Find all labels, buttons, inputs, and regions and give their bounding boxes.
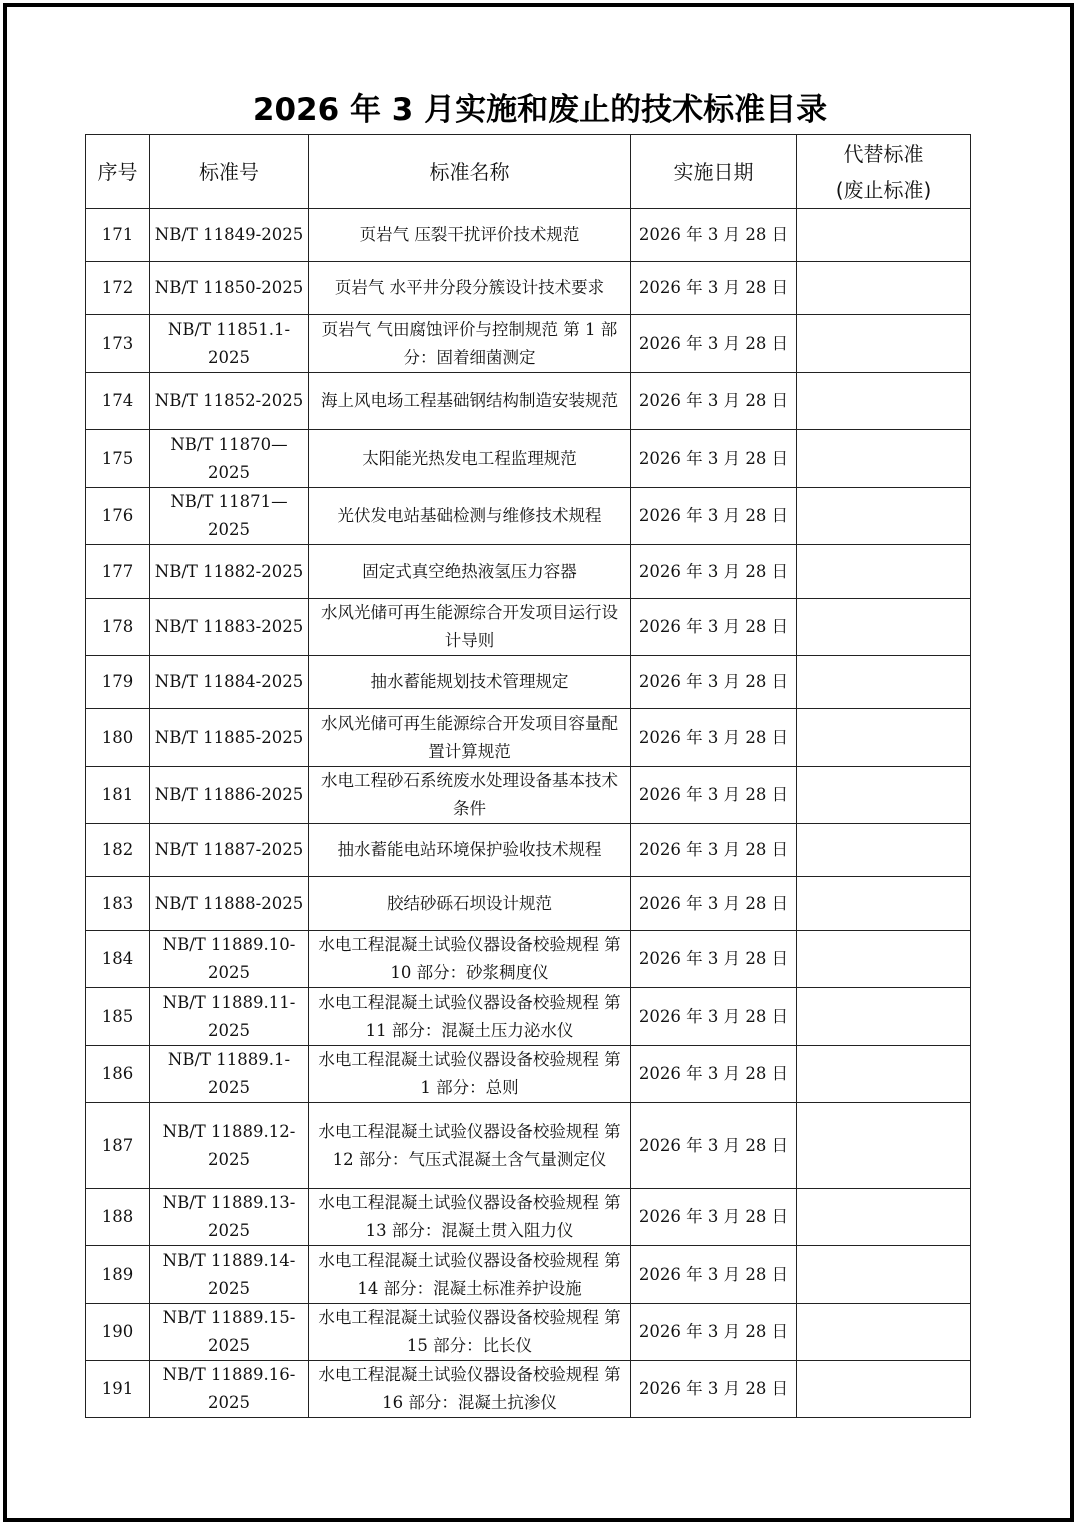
cell-effective-date: 2026 年 3 月 28 日 (631, 315, 797, 373)
header-replaced-line2: (废止标准) (835, 177, 932, 202)
table-row (86, 656, 971, 709)
cell-standard-name: 水电工程混凝土试验仪器设备校验规程 第 11 部分：混凝土压力泌水仪 (309, 988, 631, 1046)
cell-replaced-standard (797, 315, 971, 373)
cell-standard-code: NB/T 11889.10-2025 (150, 931, 309, 988)
table-row (86, 1304, 971, 1361)
cell-index: 185 (86, 988, 150, 1046)
table-row (86, 1189, 971, 1246)
cell-replaced-standard (797, 824, 971, 877)
table-row (86, 931, 971, 988)
table-row (86, 1361, 971, 1418)
cell-replaced-standard (797, 709, 971, 767)
cell-effective-date: 2026 年 3 月 28 日 (631, 877, 797, 931)
cell-replaced-standard (797, 1246, 971, 1304)
cell-standard-name: 水风光储可再生能源综合开发项目容量配置计算规范 (309, 709, 631, 767)
cell-index: 173 (86, 315, 150, 373)
table-row (86, 767, 971, 824)
cell-standard-name: 页岩气 水平井分段分簇设计技术要求 (309, 262, 631, 315)
table-body (86, 209, 971, 1418)
header-replaced (797, 135, 971, 209)
table-row (86, 373, 971, 430)
cell-standard-name: 页岩气 气田腐蚀评价与控制规范 第 1 部分：固着细菌测定 (309, 315, 631, 373)
cell-replaced-standard (797, 988, 971, 1046)
cell-standard-name: 太阳能光热发电工程监理规范 (309, 430, 631, 488)
cell-effective-date: 2026 年 3 月 28 日 (631, 1189, 797, 1246)
cell-replaced-standard (797, 877, 971, 931)
cell-index: 189 (86, 1246, 150, 1304)
cell-index: 181 (86, 767, 150, 824)
cell-standard-code: NB/T 11889.14-2025 (150, 1246, 309, 1304)
cell-standard-code: NB/T 11871—2025 (150, 488, 309, 545)
cell-index: 175 (86, 430, 150, 488)
cell-effective-date: 2026 年 3 月 28 日 (631, 656, 797, 709)
cell-index: 186 (86, 1046, 150, 1103)
cell-replaced-standard (797, 767, 971, 824)
cell-standard-name: 水电工程混凝土试验仪器设备校验规程 第 10 部分：砂浆稠度仪 (309, 931, 631, 988)
cell-index: 191 (86, 1361, 150, 1418)
cell-effective-date: 2026 年 3 月 28 日 (631, 430, 797, 488)
cell-index: 176 (86, 488, 150, 545)
cell-index: 190 (86, 1304, 150, 1361)
cell-replaced-standard (797, 1304, 971, 1361)
cell-standard-name: 水电工程砂石系统废水处理设备基本技术条件 (309, 767, 631, 824)
cell-standard-code: NB/T 11884-2025 (150, 656, 309, 709)
cell-standard-code: NB/T 11882-2025 (150, 545, 309, 599)
cell-standard-name: 水电工程混凝土试验仪器设备校验规程 第 12 部分：气压式混凝土含气量测定仪 (309, 1103, 631, 1189)
table-row (86, 824, 971, 877)
table-row (86, 877, 971, 931)
cell-standard-code: NB/T 11889.13-2025 (150, 1189, 309, 1246)
table-row (86, 1246, 971, 1304)
cell-standard-code: NB/T 11889.11-2025 (150, 988, 309, 1046)
cell-index: 184 (86, 931, 150, 988)
table-row (86, 262, 971, 315)
cell-effective-date: 2026 年 3 月 28 日 (631, 1103, 797, 1189)
cell-index: 180 (86, 709, 150, 767)
cell-replaced-standard (797, 430, 971, 488)
table-row (86, 599, 971, 656)
cell-standard-name: 水电工程混凝土试验仪器设备校验规程 第 15 部分：比长仪 (309, 1304, 631, 1361)
cell-effective-date: 2026 年 3 月 28 日 (631, 209, 797, 262)
header-code: 标准号 (150, 135, 309, 209)
cell-index: 183 (86, 877, 150, 931)
cell-effective-date: 2026 年 3 月 28 日 (631, 1304, 797, 1361)
cell-replaced-standard (797, 1189, 971, 1246)
cell-standard-name: 胶结砂砾石坝设计规范 (309, 877, 631, 931)
header-date: 实施日期 (631, 135, 797, 209)
cell-effective-date: 2026 年 3 月 28 日 (631, 373, 797, 430)
cell-standard-code: NB/T 11849-2025 (150, 209, 309, 262)
cell-effective-date: 2026 年 3 月 28 日 (631, 488, 797, 545)
cell-index: 177 (86, 545, 150, 599)
cell-standard-name: 页岩气 压裂干扰评价技术规范 (309, 209, 631, 262)
document-title: 2026 年 3 月实施和废止的技术标准目录 (252, 92, 828, 128)
cell-standard-code: NB/T 11885-2025 (150, 709, 309, 767)
cell-replaced-standard (797, 1046, 971, 1103)
header-index: 序号 (86, 135, 150, 209)
table-row (86, 988, 971, 1046)
cell-standard-name: 抽水蓄能规划技术管理规定 (309, 656, 631, 709)
table-row (86, 1046, 971, 1103)
cell-effective-date: 2026 年 3 月 28 日 (631, 709, 797, 767)
cell-standard-name: 水电工程混凝土试验仪器设备校验规程 第 14 部分：混凝土标准养护设施 (309, 1246, 631, 1304)
cell-index: 179 (86, 656, 150, 709)
cell-standard-name: 海上风电场工程基础钢结构制造安装规范 (309, 373, 631, 430)
cell-effective-date: 2026 年 3 月 28 日 (631, 988, 797, 1046)
table-row (86, 209, 971, 262)
standards-table (85, 134, 971, 1418)
cell-standard-name: 水风光储可再生能源综合开发项目运行设计导则 (309, 599, 631, 656)
cell-standard-name: 水电工程混凝土试验仪器设备校验规程 第 1 部分：总则 (309, 1046, 631, 1103)
cell-replaced-standard (797, 599, 971, 656)
cell-standard-code: NB/T 11851.1-2025 (150, 315, 309, 373)
table-row (86, 488, 971, 545)
cell-index: 187 (86, 1103, 150, 1189)
cell-standard-code: NB/T 11852-2025 (150, 373, 309, 430)
table-header-row (86, 135, 971, 209)
cell-standard-code: NB/T 11886-2025 (150, 767, 309, 824)
header-name: 标准名称 (309, 135, 631, 209)
cell-index: 188 (86, 1189, 150, 1246)
cell-standard-code: NB/T 11889.1-2025 (150, 1046, 309, 1103)
table-row (86, 709, 971, 767)
cell-standard-name: 光伏发电站基础检测与维修技术规程 (309, 488, 631, 545)
cell-index: 172 (86, 262, 150, 315)
cell-index: 178 (86, 599, 150, 656)
cell-standard-name: 固定式真空绝热液氢压力容器 (309, 545, 631, 599)
cell-standard-code: NB/T 11889.16-2025 (150, 1361, 309, 1418)
cell-replaced-standard (797, 545, 971, 599)
cell-replaced-standard (797, 262, 971, 315)
cell-effective-date: 2026 年 3 月 28 日 (631, 545, 797, 599)
cell-standard-name: 水电工程混凝土试验仪器设备校验规程 第 13 部分：混凝土贯入阻力仪 (309, 1189, 631, 1246)
cell-index: 182 (86, 824, 150, 877)
cell-effective-date: 2026 年 3 月 28 日 (631, 767, 797, 824)
cell-standard-code: NB/T 11870—2025 (150, 430, 309, 488)
cell-index: 171 (86, 209, 150, 262)
cell-effective-date: 2026 年 3 月 28 日 (631, 1246, 797, 1304)
cell-replaced-standard (797, 373, 971, 430)
header-replaced-line1: 代替标准 (843, 141, 924, 166)
cell-replaced-standard (797, 931, 971, 988)
cell-effective-date: 2026 年 3 月 28 日 (631, 1046, 797, 1103)
cell-effective-date: 2026 年 3 月 28 日 (631, 1361, 797, 1418)
cell-standard-code: NB/T 11889.15-2025 (150, 1304, 309, 1361)
cell-replaced-standard (797, 209, 971, 262)
cell-standard-name: 抽水蓄能电站环境保护验收技术规程 (309, 824, 631, 877)
cell-effective-date: 2026 年 3 月 28 日 (631, 931, 797, 988)
table-row (86, 545, 971, 599)
cell-replaced-standard (797, 1361, 971, 1418)
cell-standard-code: NB/T 11883-2025 (150, 599, 309, 656)
table-row (86, 315, 971, 373)
table-row (86, 1103, 971, 1189)
cell-effective-date: 2026 年 3 月 28 日 (631, 824, 797, 877)
cell-replaced-standard (797, 488, 971, 545)
cell-replaced-standard (797, 656, 971, 709)
cell-index: 174 (86, 373, 150, 430)
cell-standard-code: NB/T 11889.12-2025 (150, 1103, 309, 1189)
table-row (86, 430, 971, 488)
cell-standard-name: 水电工程混凝土试验仪器设备校验规程 第 16 部分：混凝土抗渗仪 (309, 1361, 631, 1418)
cell-standard-code: NB/T 11850-2025 (150, 262, 309, 315)
cell-standard-code: NB/T 11888-2025 (150, 877, 309, 931)
cell-standard-code: NB/T 11887-2025 (150, 824, 309, 877)
cell-effective-date: 2026 年 3 月 28 日 (631, 599, 797, 656)
cell-replaced-standard (797, 1103, 971, 1189)
cell-effective-date: 2026 年 3 月 28 日 (631, 262, 797, 315)
